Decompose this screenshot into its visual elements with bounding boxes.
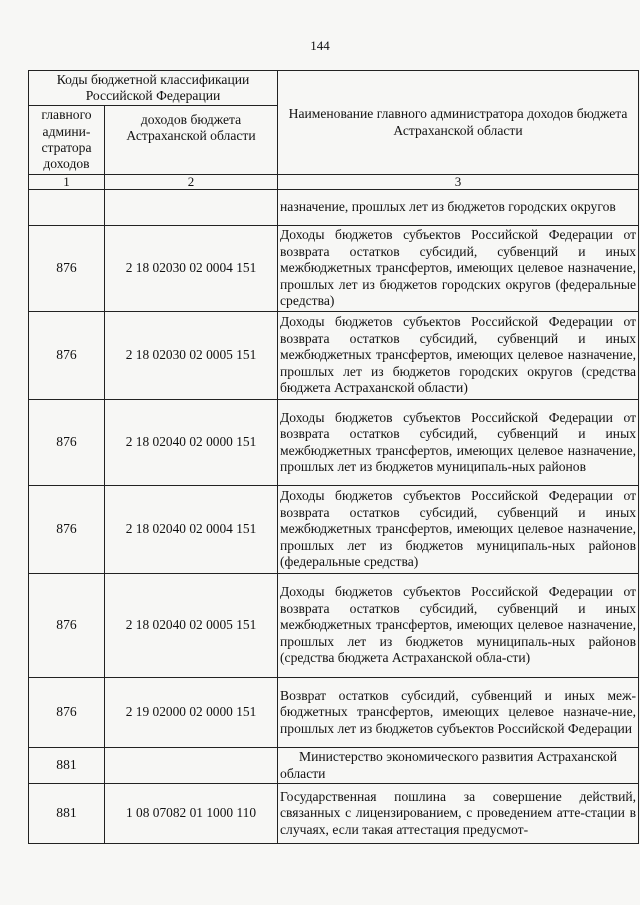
table-row bbox=[29, 400, 639, 486]
admin-code-cell: 876 bbox=[29, 574, 105, 678]
table-row bbox=[29, 748, 639, 784]
budget-code-cell: 2 19 02000 02 0000 151 bbox=[105, 678, 278, 748]
budget-code-cell: 2 18 02040 02 0004 151 bbox=[105, 486, 278, 574]
column-number: 2 bbox=[105, 175, 278, 190]
budget-code-cell bbox=[105, 748, 278, 784]
header-name-column: Наименование главного администратора доходов бюджета Астраханской области bbox=[278, 71, 639, 175]
budget-code-cell: 2 18 02030 02 0004 151 bbox=[105, 226, 278, 312]
revenue-name-cell: Доходы бюджетов субъектов Российской Федерации от возврата остатков субсидий, субвенций и иных межбюджетных трансфертов, имеющих целевое назначение, прошлых лет из бюджетов муниципаль-ных районов (средства бюджета Астраханской обла-сти) bbox=[278, 574, 639, 678]
admin-code-cell: 881 bbox=[29, 784, 105, 844]
table-row bbox=[29, 678, 639, 748]
header-admin-column: главного админи-стратора доходов bbox=[29, 106, 105, 175]
header-code-column: доходов бюджета Астраханской области bbox=[105, 106, 278, 175]
column-number: 1 bbox=[29, 175, 105, 190]
table-row bbox=[29, 574, 639, 678]
table-row bbox=[29, 226, 639, 312]
column-number: 3 bbox=[278, 175, 639, 190]
budget-code-cell: 2 18 02040 02 0000 151 bbox=[105, 400, 278, 486]
revenue-name-cell: Доходы бюджетов субъектов Российской Федерации от возврата остатков субсидий, субвенций и иных межбюджетных трансфертов, имеющих целевое назначение, прошлых лет из бюджетов муниципаль-ных районов (федеральные средства) bbox=[278, 486, 639, 574]
admin-code-cell: 876 bbox=[29, 486, 105, 574]
revenue-name-cell: Министерство экономического развития Астраханской области bbox=[278, 748, 639, 784]
budget-code-cell bbox=[105, 190, 278, 226]
budget-code-cell: 2 18 02030 02 0005 151 bbox=[105, 312, 278, 400]
revenue-name-cell: Доходы бюджетов субъектов Российской Федерации от возврата остатков субсидий, субвенций и иных межбюджетных трансфертов, имеющих целевое назначение, прошлых лет из бюджетов муниципаль-ных районов bbox=[278, 400, 639, 486]
header-group-title: Коды бюджетной классификации Российской Федерации bbox=[29, 71, 278, 106]
admin-code-cell: 876 bbox=[29, 678, 105, 748]
admin-code-cell: 876 bbox=[29, 312, 105, 400]
admin-code-cell bbox=[29, 190, 105, 226]
table-row bbox=[29, 784, 639, 844]
table-row bbox=[29, 190, 639, 226]
revenue-name-cell: Возврат остатков субсидий, субвенций и иных меж-бюджетных трансфертов, имеющих целевое назначе-ние, прошлых лет из бюджетов субъектов Российской Федерации bbox=[278, 678, 639, 748]
page-number: 144 bbox=[310, 38, 330, 53]
table-row bbox=[29, 486, 639, 574]
revenue-name-cell: Доходы бюджетов субъектов Российской Федерации от возврата остатков субсидий, субвенций и иных межбюджетных трансфертов, имеющих целевое назначение, прошлых лет из бюджетов городских округов (средства бюджета Астраханской области) bbox=[278, 312, 639, 400]
column-numbers-row bbox=[29, 175, 639, 190]
table-row bbox=[29, 312, 639, 400]
budget-table bbox=[28, 70, 639, 844]
header-row-1 bbox=[29, 71, 639, 106]
admin-code-cell: 881 bbox=[29, 748, 105, 784]
revenue-name-cell: назначение, прошлых лет из бюджетов городских округов bbox=[278, 190, 639, 226]
budget-code-cell: 1 08 07082 01 1000 110 bbox=[105, 784, 278, 844]
budget-code-cell: 2 18 02040 02 0005 151 bbox=[105, 574, 278, 678]
admin-code-cell: 876 bbox=[29, 400, 105, 486]
admin-code-cell: 876 bbox=[29, 226, 105, 312]
revenue-name-cell: Государственная пошлина за совершение действий, связанных с лицензированием, с проведением атте-стации в случаях, если такая аттестация предусмот- bbox=[278, 784, 639, 844]
revenue-name-cell: Доходы бюджетов субъектов Российской Федерации от возврата остатков субсидий, субвенций и иных межбюджетных трансфертов, имеющих целевое назначение, прошлых лет из бюджетов городских округов (федеральные средства) bbox=[278, 226, 639, 312]
